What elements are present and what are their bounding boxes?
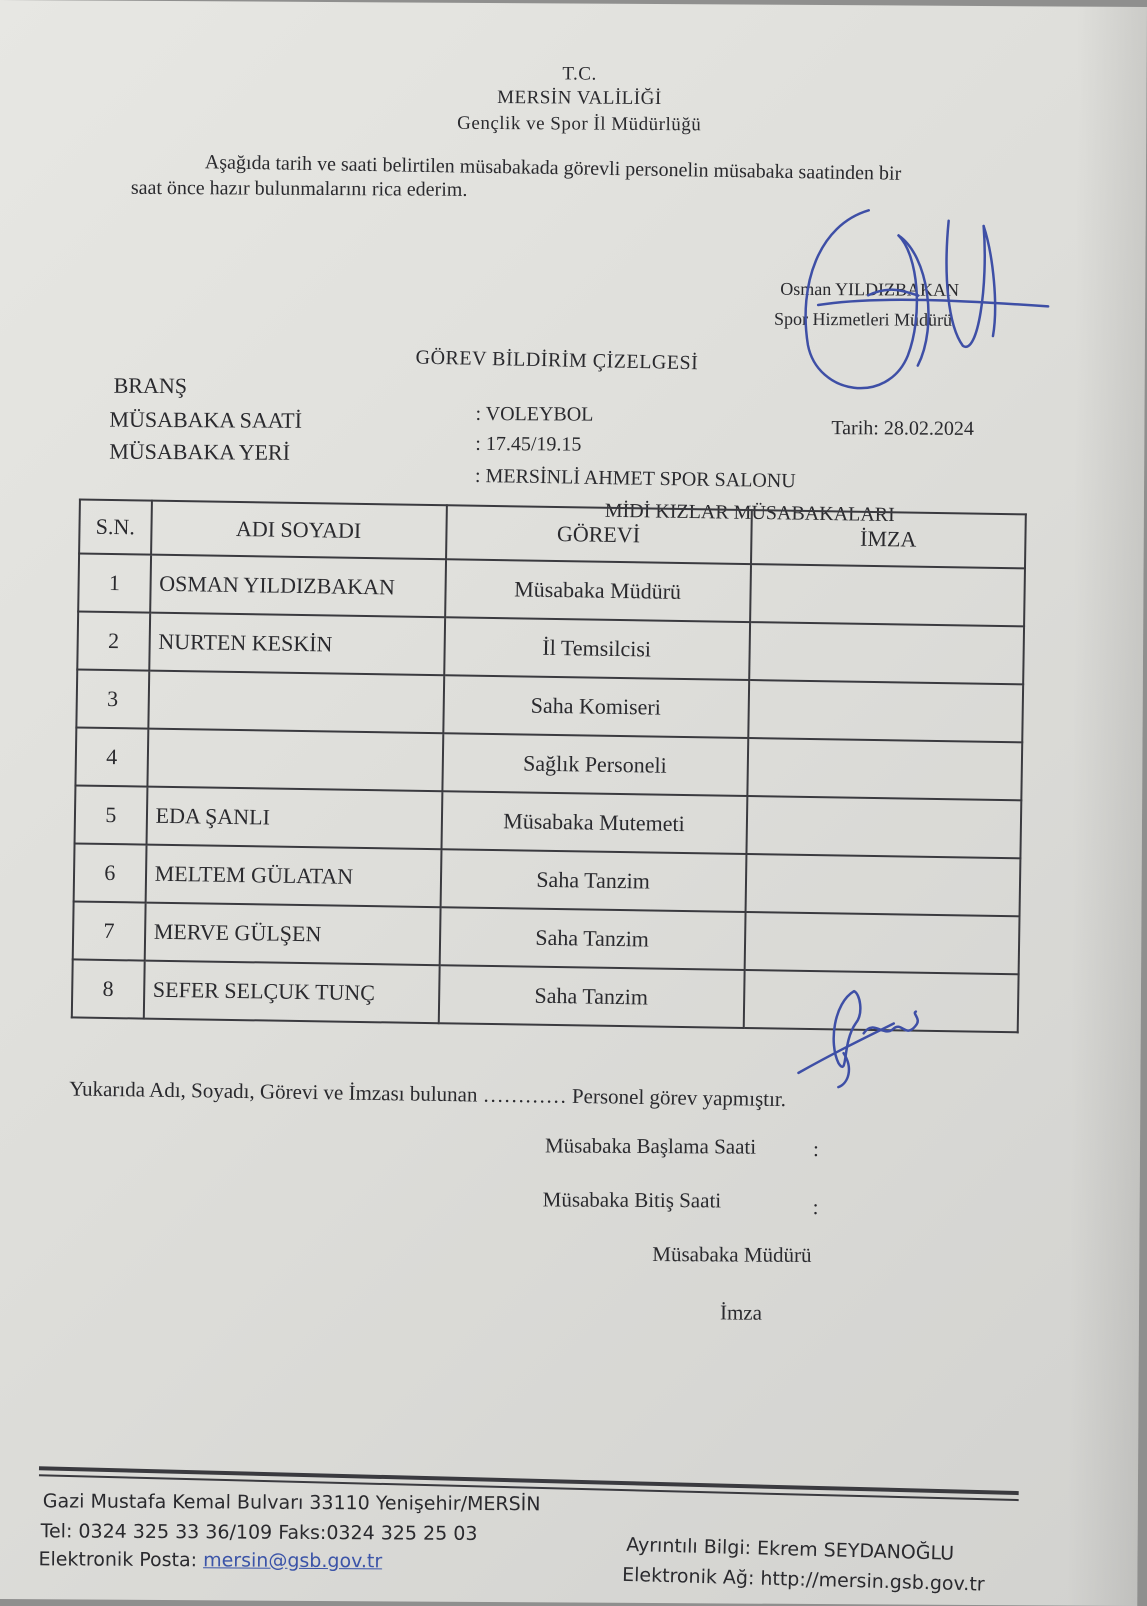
row-signature-cell [747,738,1022,800]
row-role: Müsabaka Müdürü [445,559,751,622]
footer-email-link[interactable]: mersin@gsb.gov.tr [203,1549,383,1573]
intro-line-1: Aşağıda tarih ve saati belirtilen müsabakada görevli personelin müsabaka saatinden bir [204,151,902,185]
row-signature-cell [749,622,1024,684]
place-label: MÜSABAKA YERİ [109,438,291,465]
footer-web: Elektronik Ağ: http://mersin.gsb.gov.tr [621,1563,985,1596]
footer-phone: Tel: 0324 325 33 36/109 Faks:0324 325 25 03 [40,1520,478,1545]
row-signature-cell [748,680,1023,742]
time-label: MÜSABAKA SAATİ [109,406,303,433]
signatory-name: Osman YILDIZBAKAN [780,278,960,300]
date-value: Tarih: 28.02.2024 [831,417,974,440]
row-role: Saha Tanzim [438,965,744,1028]
row-sn: 3 [76,669,149,728]
row-sn: 2 [77,611,150,670]
col-header-name: ADI SOYADI [151,501,447,560]
form-title: GÖREV BİLDİRİM ÇİZELGESİ [415,346,699,375]
row-role: Saha Komiseri [443,675,749,738]
row-sn: 6 [74,843,147,902]
branch-value: : VOLEYBOL [475,402,594,426]
branch-label: BRANŞ [113,372,188,399]
footer-email-label: Elektronik Posta: [38,1548,198,1572]
category-value: MİDİ KIZLAR MÜSABAKALARI [604,499,895,527]
row-signature-cell [750,564,1025,626]
header-directorate: Gençlik ve Spor İl Müdürlüğü [457,112,702,136]
row-8-signature-mark [793,983,944,1094]
row-name: SEFER SELÇUK TUNÇ [143,961,439,1024]
footer-email-row [38,1548,382,1572]
row-role: Saha Tanzim [440,849,746,912]
row-signature-cell [744,912,1019,974]
row-sn: 4 [75,727,148,786]
time-value: : 17.45/19.15 [475,432,582,456]
closing-statement: Yukarıda Adı, Soyadı, Görevi ve İmzası bulunan ………… Personel görev yapmıştır. [69,1076,787,1112]
row-role: Sağlık Personeli [442,733,748,796]
row-signature-cell [745,854,1020,916]
footer-info: Ayrıntılı Bilgi: Ekrem SEYDANOĞLU [626,1533,955,1565]
col-header-sn: S.N. [79,500,151,555]
signature-stamp-mark [778,195,1079,407]
col-header-role: GÖREVİ [446,505,752,564]
intro-line-2: saat önce hazır bulunmalarını rica ederim. [130,176,468,201]
row-name [147,729,443,792]
end-time-colon: : [812,1194,819,1220]
col-header-signature: İMZA [751,510,1026,568]
place-value: : MERSİNLİ AHMET SPOR SALONU [474,464,796,493]
row-name [148,671,444,734]
row-sn: 8 [72,959,145,1018]
signatory-title: Spor Hizmetleri Müdürü [774,308,953,330]
start-time-label: Müsabaka Başlama Saati [544,1133,757,1159]
signature-label: İmza [719,1300,763,1325]
assignment-table [71,498,1027,1033]
header-governorship: MERSİN VALİLİĞİ [497,87,662,110]
row-name: OSMAN YILDIZBAKAN [150,555,446,618]
director-label: Müsabaka Müdürü [652,1242,812,1267]
row-name: NURTEN KESKİN [149,613,445,676]
row-sn: 1 [78,554,151,613]
row-role: Saha Tanzim [439,907,745,970]
row-sn: 5 [75,785,148,844]
row-name: MERVE GÜLŞEN [144,903,440,966]
end-time-label: Müsabaka Bitiş Saati [542,1187,722,1213]
start-time-colon: : [812,1136,819,1162]
row-role: İl Temsilcisi [444,617,750,680]
row-role: Müsabaka Mutemeti [441,791,747,854]
row-name: EDA ŞANLI [146,787,442,850]
row-sn: 7 [73,901,146,960]
row-name: MELTEM GÜLATAN [145,845,441,908]
row-signature-cell [746,796,1021,858]
page-shadow [1067,7,1147,1606]
header-tc: T.C. [562,63,597,85]
footer-address: Gazi Mustafa Kemal Bulvarı 33110 Yenişehir/MERSİN [42,1490,541,1516]
